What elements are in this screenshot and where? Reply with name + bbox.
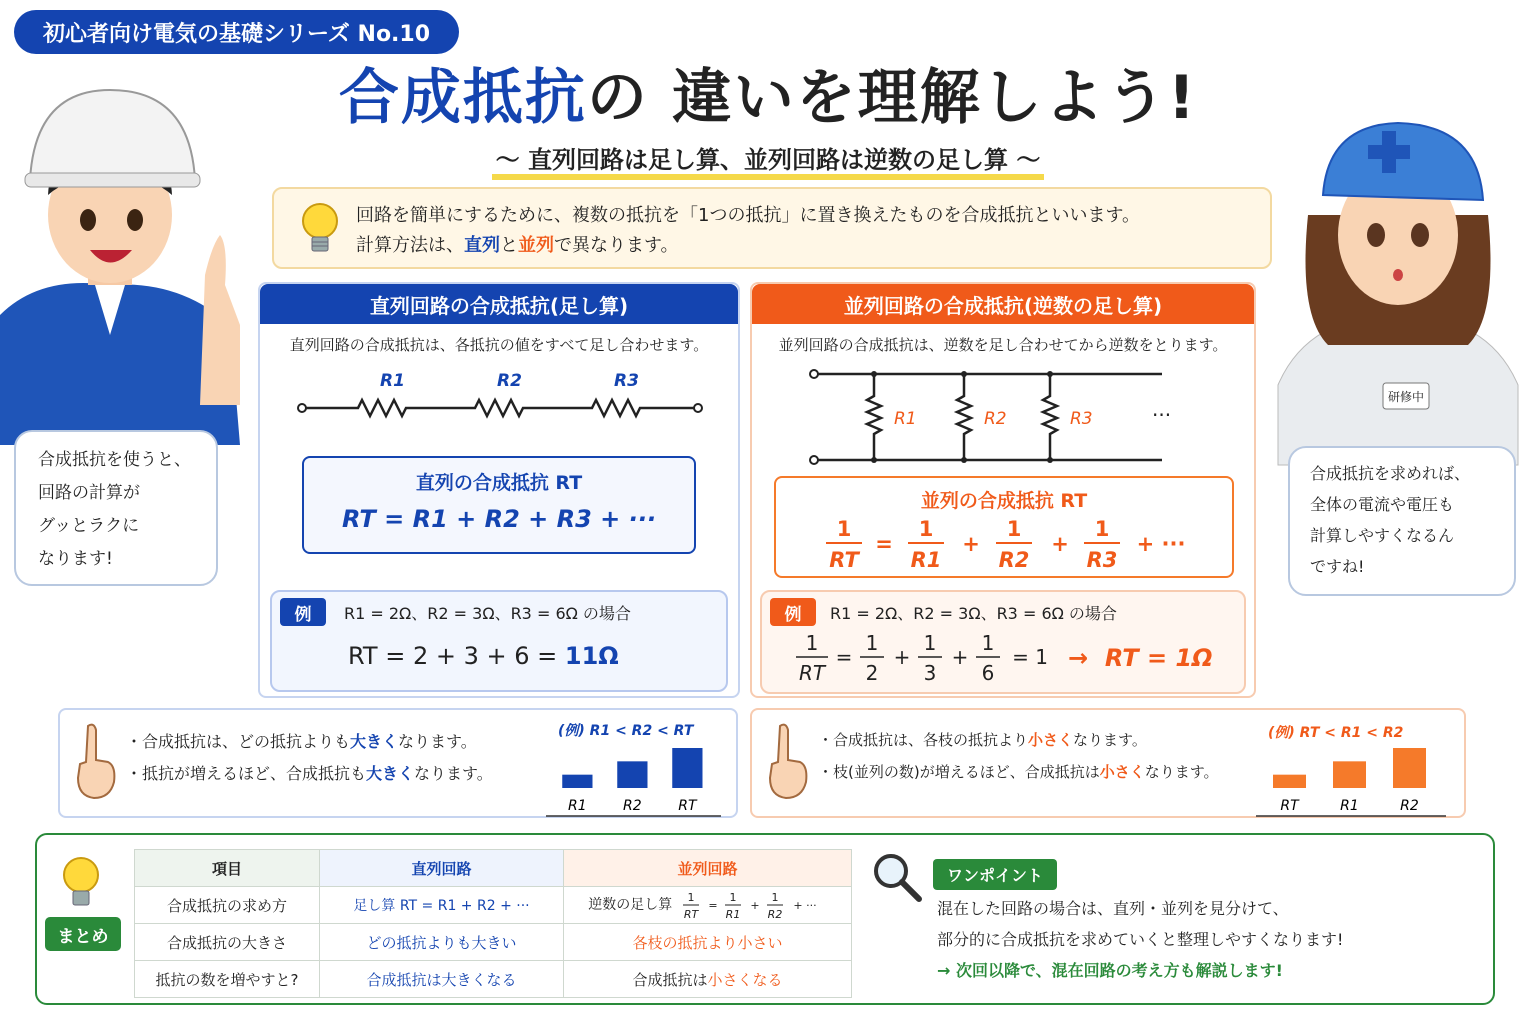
summary-badge: まとめ (45, 917, 121, 951)
parallel-circuit-diagram (802, 364, 1202, 474)
parallel-label-r2: R2 (984, 409, 1007, 429)
chart-bar-R2 (617, 761, 647, 788)
lightbulb-icon (61, 853, 101, 913)
intro-line-1: 回路を簡単にするために、複数の抵抗を「1つの抵抗」に置き換えたものを合成抵抗といいます。 (356, 205, 1141, 226)
series-formula-box: 直列の合成抵抗 RT RT = R1 + R2 + R3 + ··· (302, 456, 696, 554)
chart-tick-label: R2 (623, 798, 642, 814)
svg-text:1: 1 (865, 631, 879, 655)
onepoint-text: 混在した回路の場合は、直列・並列を見分けて、 部分的に合成抵抗を求めていくと整理しやすくなります! → 次回以降で、混在回路の考え方も解説します! (937, 899, 1344, 980)
parallel-example-condition: R1 = 2Ω、R2 = 3Ω、R3 = 6Ω の場合 (830, 604, 1117, 623)
svg-text:=: = (875, 532, 893, 556)
svg-text:+: + (750, 899, 760, 912)
summary-table (134, 849, 852, 998)
chart-tick-label: R1 (1340, 798, 1359, 814)
summary-header-parallel: 並列回路 (564, 850, 852, 887)
onepoint-label: ワンポイント (933, 859, 1057, 890)
series-circuit-diagram (290, 364, 710, 424)
lightbulb-icon (300, 199, 340, 259)
chart-tick-label: RT (678, 798, 697, 814)
chart-tick-label: R2 (1400, 798, 1419, 814)
svg-text:+ ···: + ··· (1136, 532, 1186, 556)
parallel-example-result: → RT = 1Ω (1068, 644, 1213, 672)
parallel-note-point-2: ・枝(並列の数)が増えるほど、合成抵抗は小さくなります。 (818, 763, 1219, 781)
parallel-panel (750, 282, 1256, 698)
svg-text:+: + (1051, 532, 1069, 556)
summary-section (35, 833, 1495, 1005)
svg-text:3: 3 (923, 661, 937, 685)
svg-text:1: 1 (1006, 517, 1022, 541)
summary-header-item: 項目 (135, 850, 320, 887)
table-row: 抵抗の数を増やすと? 合成抵抗は大きくなる 合成抵抗は小さくなる (135, 961, 852, 998)
svg-text:R2: R2 (998, 548, 1030, 572)
svg-text:= 1: = 1 (1012, 645, 1048, 669)
trainee-badge: 研修中 (1387, 390, 1425, 404)
svg-text:1: 1 (1094, 517, 1110, 541)
series-example-calc: RT = 2 + 3 + 6 = 11Ω (348, 642, 619, 670)
parallel-panel-heading: 並列回路の合成抵抗(逆数の足し算) (752, 284, 1254, 324)
chart-bar-R2 (1393, 748, 1426, 788)
parallel-example-box: 例 R1 = 2Ω、R2 = 3Ω、R3 = 6Ω の場合 1 RT = 1 2 + 1 3 + 1 6 = 1 → RT = 1Ω (760, 590, 1246, 694)
magnifier-icon (871, 851, 923, 903)
chart-bar-RT (672, 748, 702, 788)
svg-text:R3: R3 (1086, 548, 1118, 572)
svg-text:R1: R1 (910, 548, 942, 572)
series-bar-chart (540, 740, 725, 816)
worker-boy-illustration (0, 85, 260, 445)
parallel-formula-box: 並列の合成抵抗 RT 1 RT = 1 R1 + 1 R2 + 1 R3 + ··· (774, 476, 1234, 578)
parallel-label-r3: R3 (1070, 409, 1093, 429)
intro-box (272, 187, 1272, 269)
summary-header-series: 直列回路 (320, 850, 564, 887)
series-panel-desc: 直列回路の合成抵抗は、各抵抗の値をすべて足し合わせます。 (289, 336, 709, 354)
series-panel (258, 282, 740, 698)
pointing-hand-icon (764, 722, 810, 802)
series-note-box (58, 708, 738, 818)
parallel-panel-desc: 並列回路の合成抵抗は、逆数を足し合わせてから逆数をとります。 (778, 336, 1228, 354)
series-note-point-2: ・抵抗が増えるほど、合成抵抗も大きくなります。 (126, 764, 493, 783)
series-panel-heading: 直列回路の合成抵抗(足し算) (260, 284, 738, 324)
series-badge: 初心者向け電気の基礎シリーズ No.10 (14, 10, 459, 54)
svg-text:1: 1 (771, 891, 779, 904)
svg-text:RT: RT (798, 661, 826, 685)
svg-text:6: 6 (981, 661, 995, 685)
chart-bar-R1 (1333, 761, 1366, 788)
svg-text:+: + (951, 645, 969, 669)
parallel-note-point-1: ・合成抵抗は、各枝の抵抗より小さくなります。 (818, 731, 1147, 749)
chart-bar-RT (1273, 775, 1306, 788)
left-speech-bubble: 合成抵抗を使うと、 回路の計算が グッとラクに なります! (14, 430, 218, 586)
svg-text:R2: R2 (767, 908, 783, 921)
parallel-example-calc (792, 628, 1048, 690)
series-note-point-1: ・合成抵抗は、どの抵抗よりも大きくなります。 (126, 732, 477, 751)
svg-text:+ ···: + ··· (793, 899, 817, 912)
parallel-formula (816, 512, 1196, 574)
svg-text:RT: RT (829, 548, 859, 572)
page-subtitle: 〜 直列回路は足し算、並列回路は逆数の足し算 〜 (0, 140, 1536, 175)
page-title: 合成抵抗の 違いを理解しよう! (338, 63, 1198, 133)
table-row: 合成抵抗の求め方 足し算 RT = R1 + R2 + ··· 逆数の足し算 1 RT = 1 R1 + 1 R2 + ··· (135, 887, 852, 924)
series-formula: RT = R1 + R2 + R3 + ··· (342, 505, 656, 533)
parallel-chart-caption: (例) RT < R1 < R2 (1268, 725, 1404, 741)
svg-text:+: + (893, 645, 911, 669)
series-label-r1: R1 (380, 371, 405, 391)
worker-girl-illustration (1268, 85, 1536, 465)
pointing-hand-icon (72, 722, 118, 802)
svg-text:+: + (962, 532, 980, 556)
svg-text:=: = (835, 645, 853, 669)
table-row: 合成抵抗の大きさ どの抵抗よりも大きい 各枝の抵抗より小さい (135, 924, 852, 961)
summary-parallel-formula (677, 888, 827, 922)
svg-text:1: 1 (836, 517, 852, 541)
parallel-label-r1: R1 (894, 409, 917, 429)
series-chart-caption: (例) R1 < R2 < RT (558, 723, 694, 739)
chart-tick-label: R1 (568, 798, 587, 814)
series-label-r3: R3 (614, 371, 639, 391)
series-example-condition: R1 = 2Ω、R2 = 3Ω、R3 = 6Ω の場合 (344, 604, 631, 623)
chart-tick-label: RT (1280, 798, 1299, 814)
svg-text:2: 2 (865, 661, 879, 685)
chart-bar-R1 (562, 775, 592, 788)
right-speech-bubble: 合成抵抗を求めれば、 全体の電流や電圧も 計算しやすくなるん ですね! (1288, 446, 1516, 596)
svg-text:1: 1 (923, 631, 937, 655)
svg-text:1: 1 (918, 517, 934, 541)
svg-text:RT: RT (683, 908, 698, 921)
svg-text:=: = (708, 899, 718, 912)
svg-text:1: 1 (729, 891, 737, 904)
series-label-r2: R2 (497, 371, 522, 391)
series-example-box: 例 R1 = 2Ω、R2 = 3Ω、R3 = 6Ω の場合 RT = 2 + 3 + 6 = 11Ω (270, 590, 728, 692)
intro-line-2: 計算方法は、直列と並列で異なります。 (356, 235, 679, 256)
parallel-note-box (750, 708, 1466, 818)
svg-text:1: 1 (805, 631, 819, 655)
svg-text:1: 1 (981, 631, 995, 655)
parallel-bar-chart (1250, 740, 1450, 816)
parallel-dots: ··· (1152, 403, 1172, 427)
svg-text:1: 1 (687, 891, 695, 904)
svg-text:R1: R1 (725, 908, 741, 921)
